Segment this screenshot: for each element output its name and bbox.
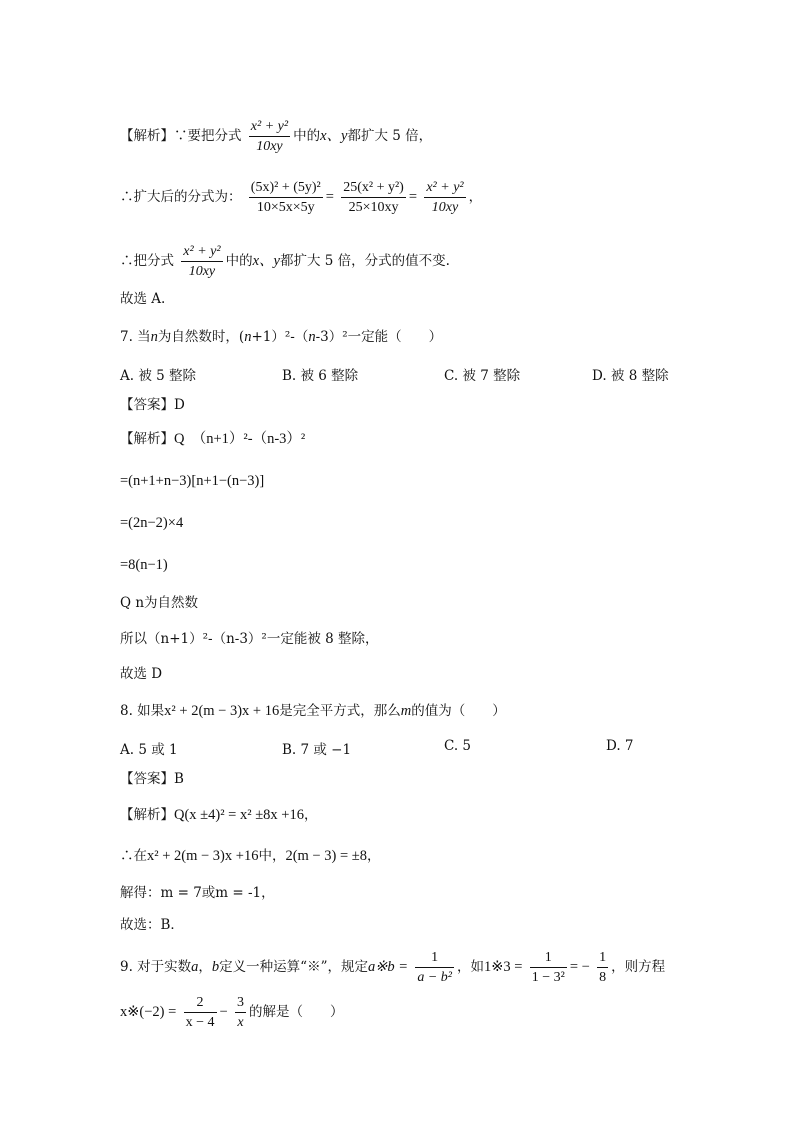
analysis-label: 【解析】 <box>120 128 174 144</box>
variable: b <box>211 959 220 975</box>
stem-text: ， <box>198 959 212 975</box>
q6-step3 <box>120 242 450 281</box>
fraction: $\frac{1}{8}$ <box>599 950 607 985</box>
stem-text: 的值为（ ） <box>411 703 506 719</box>
variables: x、y <box>320 128 348 144</box>
variables: x、y <box>252 253 280 269</box>
expression: Q(x ±4)² = x² ±8x +16 <box>174 807 304 823</box>
q8-stem <box>120 702 506 720</box>
step-text: 中， <box>258 848 286 864</box>
stem-text: ，如 <box>457 959 484 975</box>
step-text: 中的 <box>225 253 253 269</box>
q8-answer: 【答案】B <box>120 771 184 787</box>
variable: m <box>400 703 412 719</box>
stem-text: 定义一种运算“※”，规定 <box>219 959 368 975</box>
q7-option-d: D. 被 8 整除 <box>592 368 669 384</box>
q7-option-a: A. 被 5 整除 <box>120 368 197 384</box>
expression: x² + 2(m − 3)x +16 <box>147 848 259 864</box>
punct: ， <box>468 189 483 205</box>
expression: − <box>219 1004 228 1020</box>
stem-text: ，则方程 <box>611 959 666 975</box>
expression: a※b = <box>367 959 409 975</box>
q8-option-a: A. 5 或 1 <box>120 742 178 758</box>
q7-option-c: C. 被 7 整除 <box>444 368 521 384</box>
step-text: 都扩大 5 倍，分式的值不变. <box>279 253 450 269</box>
stem-text: 9. 对于实数 <box>120 959 192 975</box>
q7-step2: =(2n−2)×4 <box>120 515 184 531</box>
variable: n <box>244 329 252 345</box>
expression: x² + 2(m − 3)x + 16 <box>164 703 280 719</box>
analysis-label: 【解析】 <box>120 431 174 447</box>
q6-analysis-line <box>120 117 432 156</box>
fraction: $\frac{1}{\text{1 − 3²}}$ <box>531 950 565 985</box>
q7-option-b: B. 被 6 整除 <box>282 368 359 384</box>
analysis-text: Q （n+1）²-（n-3）² <box>174 431 306 447</box>
fraction: $\frac{\text{x² + y²}}{10xy}$ <box>183 244 221 279</box>
punct: ， <box>366 848 381 864</box>
stem-text: 7. 当 <box>120 329 151 345</box>
q8-analysis <box>120 806 317 824</box>
analysis-text: 都扩大 5 倍， <box>347 128 433 144</box>
stem-text: 的解是（ ） <box>248 1004 344 1020</box>
q8-solve: 解得：m = 7或m = -1， <box>120 885 275 901</box>
fraction: $\frac{2}{x - 4}$ <box>185 995 215 1030</box>
q8-option-d: D. 7 <box>606 738 634 754</box>
fraction: $\frac{\text{25(x² + y²)}}{25\times 10xy}$ <box>343 180 404 215</box>
q7-analysis <box>120 430 305 448</box>
q6-step2: ∴扩大后的分式为： $\frac{\text{(5x)² + (5y)²}}{10\times 5x\times 5y}$ = $\frac{\text{25(x² + y²)}}{25\times 10xy}$ = $\frac{\text{x² + y²}}{10xy}$ ， <box>120 180 483 215</box>
expression: x※(−2) = <box>120 1004 177 1020</box>
fraction: $\frac{\text{(5x)² + (5y)²}}{10\times 5x\times 5y}$ <box>250 180 321 215</box>
punct: ， <box>303 807 318 823</box>
stem-text: 是完全平方式，那么 <box>279 703 401 719</box>
step-text: ∴在 <box>120 848 147 864</box>
q8-step2 <box>120 847 380 865</box>
expression: = − <box>569 959 590 975</box>
stem-text: +1）²-（ <box>251 329 309 345</box>
analysis-label: 【解析】 <box>120 807 174 823</box>
q8-option-c: C. 5 <box>444 738 472 754</box>
fraction: $\frac{\text{x² + y²}}{10xy}$ <box>250 119 289 154</box>
step-text: ∴扩大后的分式为： <box>120 189 242 205</box>
fraction: $\frac{\text{x² + y²}}{10xy}$ <box>426 180 464 215</box>
stem-text: 为自然数时，( <box>157 329 245 345</box>
expression: 1※3 = <box>484 959 523 975</box>
variable: n <box>308 329 316 345</box>
analysis-text: ∵要把分式 <box>174 128 242 144</box>
variable: n <box>150 329 158 345</box>
stem-text: 8. 如果 <box>120 703 165 719</box>
variable: a <box>191 959 199 975</box>
q6-conclusion: 故选 A. <box>120 291 166 307</box>
step-text: ∴把分式 <box>120 253 174 269</box>
q9-equation <box>120 993 343 1032</box>
q7-step1: =(n+1+n−3)[n+1−(n−3)] <box>120 473 265 489</box>
q8-conclusion: 故选：B． <box>120 917 184 933</box>
fraction: $\frac{1}{\text{a − b²}}$ <box>417 950 452 985</box>
q8-option-b: B. 7 或 −1 <box>282 742 352 758</box>
fraction: $\frac{3}{x}$ <box>236 995 244 1030</box>
stem-text: -3）²一定能（ ） <box>315 329 443 345</box>
q7-step3: =8(n−1) <box>120 557 168 573</box>
analysis-text: 中的 <box>293 128 321 144</box>
q7-because: Q n为自然数 <box>120 595 199 611</box>
q9-stem <box>120 948 665 987</box>
q7-conclusion: 故选 D <box>120 666 163 682</box>
q7-so: 所以（n+1）²-（n-3）²一定能被 8 整除， <box>120 631 379 647</box>
q7-stem <box>120 328 442 346</box>
q7-answer: 【答案】D <box>120 397 185 413</box>
expression: 2(m − 3) = ±8 <box>285 848 367 864</box>
